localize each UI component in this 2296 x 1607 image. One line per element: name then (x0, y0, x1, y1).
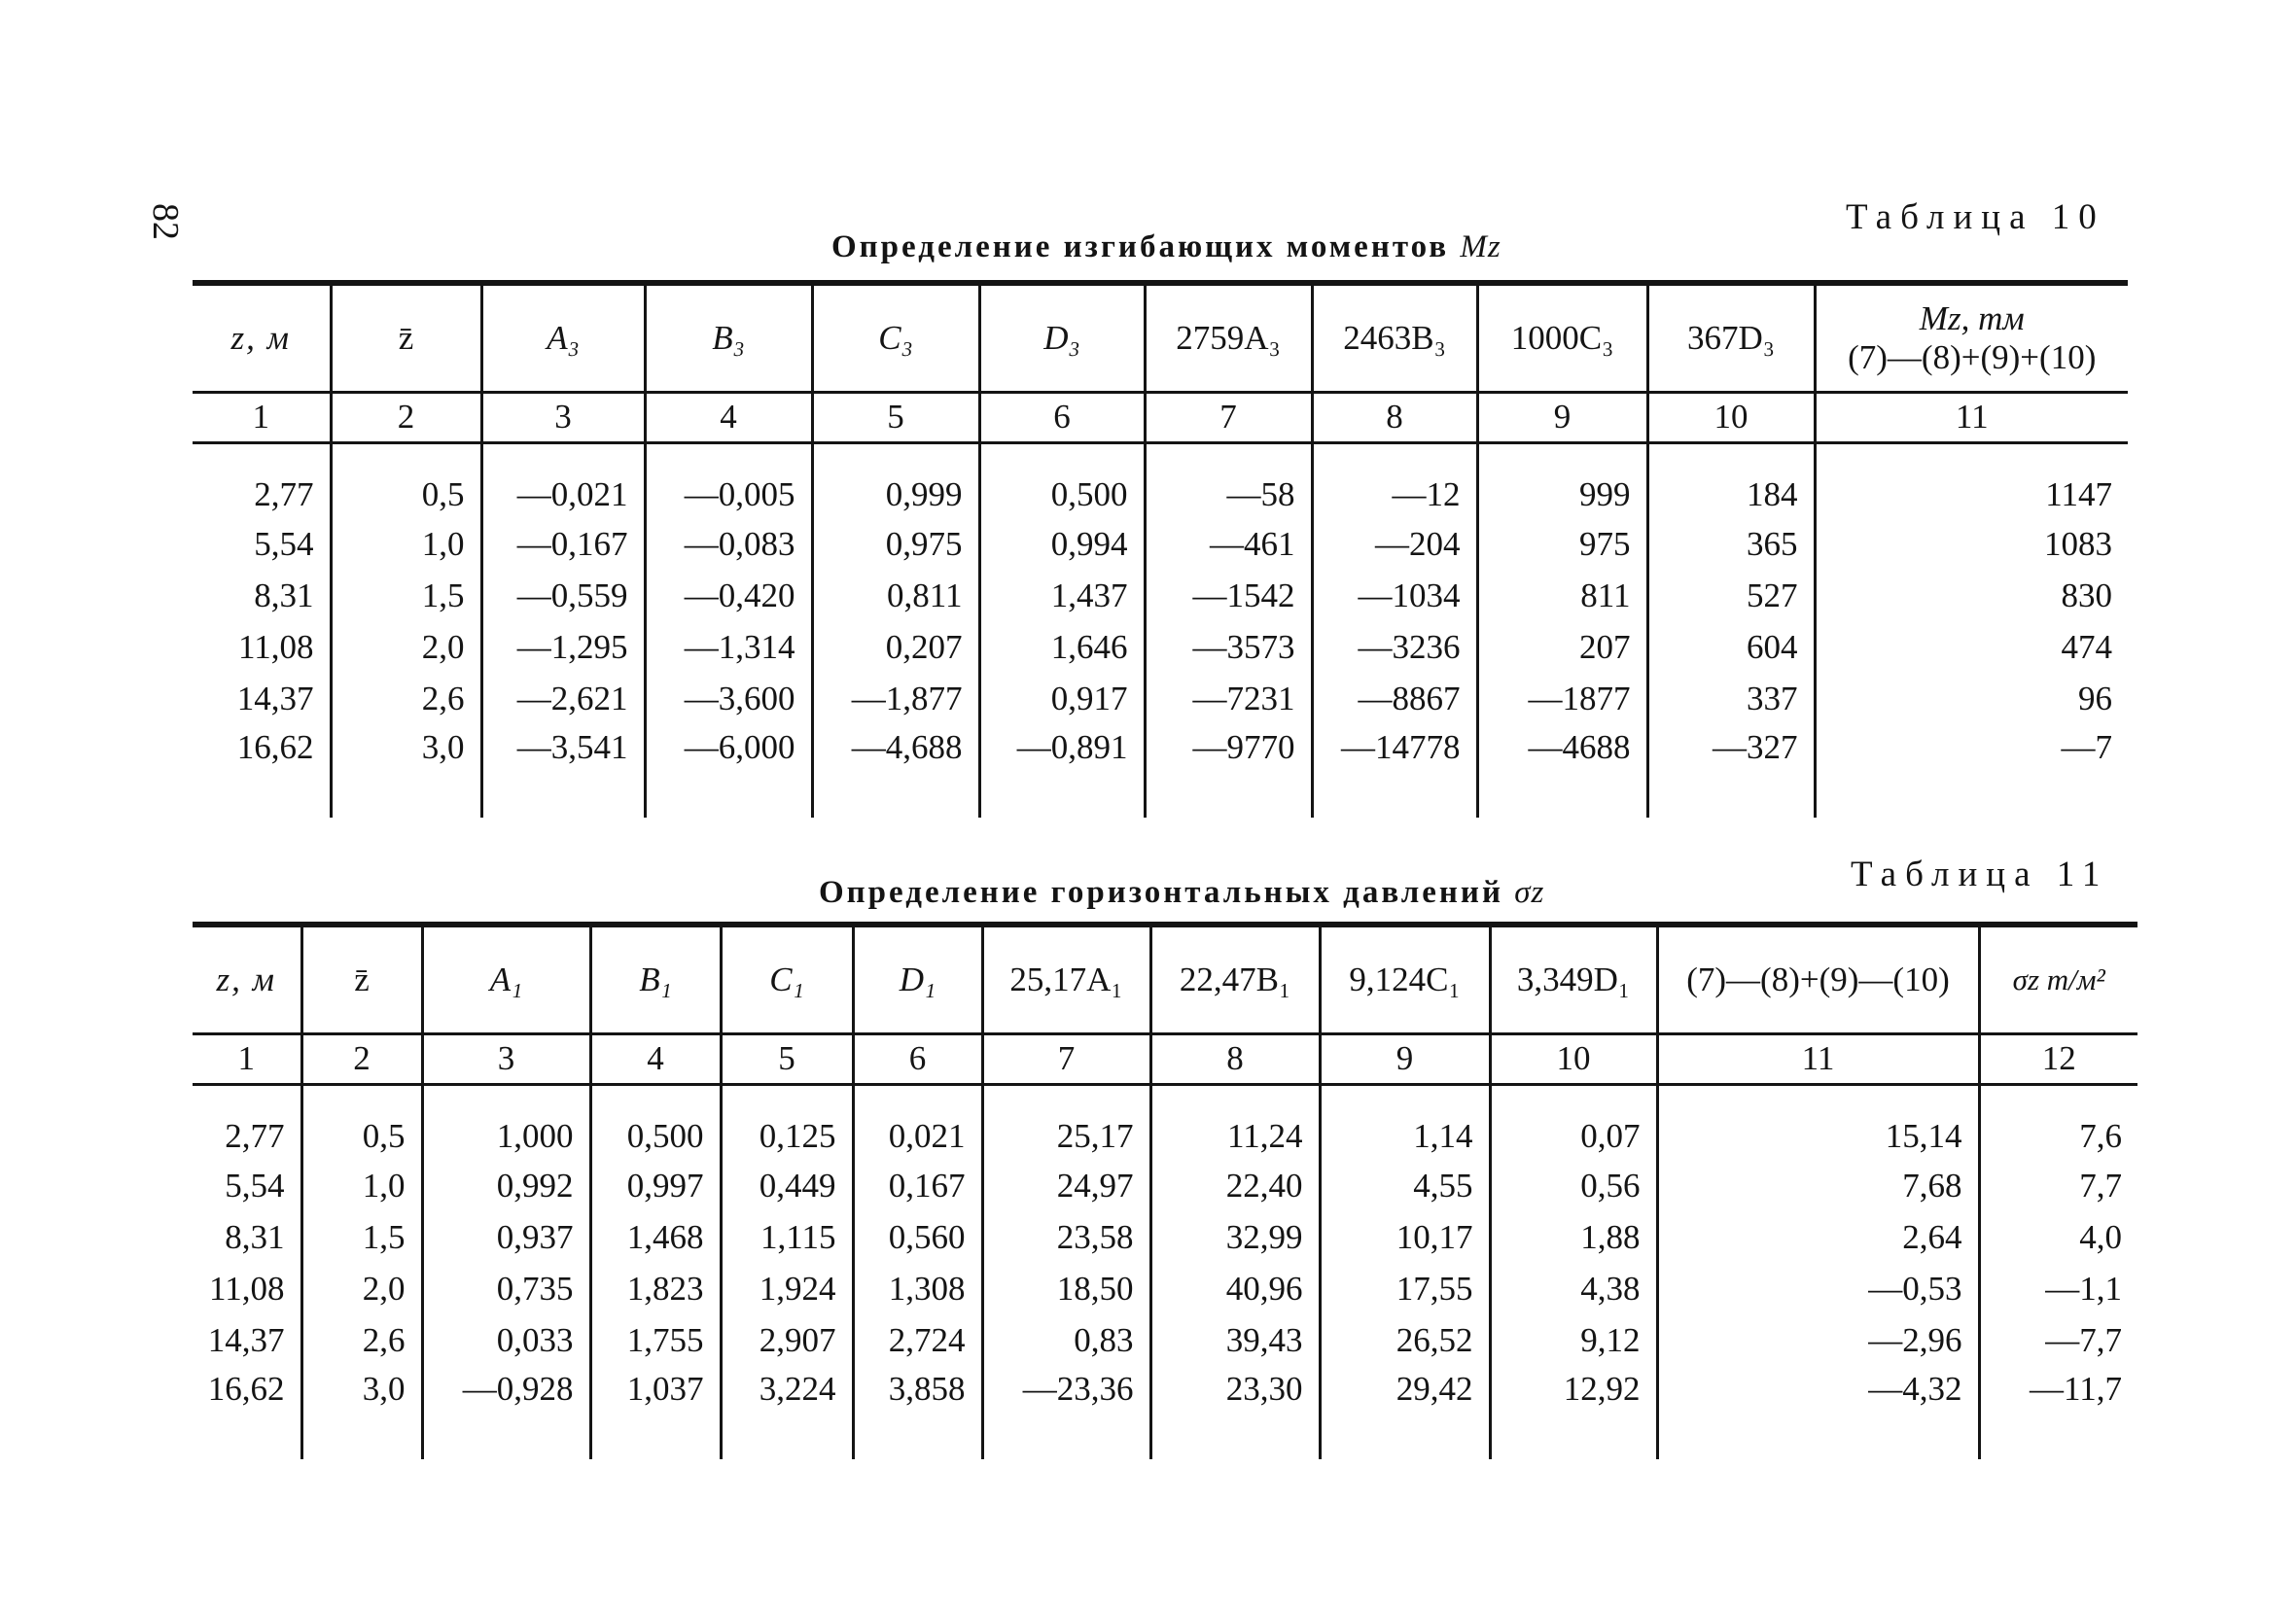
table-cell: 1,5 (331, 570, 481, 621)
table-cell: 2,64 (1657, 1211, 1979, 1263)
page-number: 82 (145, 203, 186, 240)
table-cell: —3,600 (645, 673, 812, 724)
table-cell: 0,033 (422, 1314, 590, 1366)
table-cell: —0,53 (1657, 1263, 1979, 1314)
table10-column-number: 11 (1815, 392, 2128, 442)
table11-column-number: 5 (721, 1033, 853, 1084)
table-cell: 1,924 (721, 1263, 853, 1314)
table-cell: 5,54 (225, 1166, 285, 1205)
table-cell: —3,541 (481, 724, 645, 818)
table-cell: 0,500 (590, 1084, 721, 1160)
table-cell: 1,88 (1490, 1211, 1657, 1263)
table-cell: 1,437 (979, 570, 1145, 621)
table10-column-number: 10 (1647, 392, 1815, 442)
table-cell: —2,621 (481, 673, 645, 724)
table-row (193, 1084, 2137, 1160)
table-cell: 7,68 (1657, 1160, 1979, 1211)
table-row (193, 570, 2128, 621)
table10-label: Таблица 10 (1846, 197, 2105, 237)
table-cell: 0,207 (812, 621, 979, 673)
table-cell: 25,17 (982, 1084, 1150, 1160)
table11-column-number: 10 (1490, 1033, 1657, 1084)
table-row (193, 1211, 2137, 1263)
table-cell: 1,646 (979, 621, 1145, 673)
table11-header-3349d1: 3,349D₁ (1490, 925, 1657, 1033)
table-cell: 23,58 (982, 1211, 1150, 1263)
table10-column-number: 3 (481, 392, 645, 442)
table11-header-2517a1: 25,17A₁ (982, 925, 1150, 1033)
table-cell: 365 (1647, 518, 1815, 570)
table-cell: 1,5 (301, 1211, 422, 1263)
table-cell: —2,96 (1657, 1314, 1979, 1366)
table11-header-a1: A₁ (422, 925, 590, 1033)
table11-column-number: 11 (1657, 1033, 1979, 1084)
table11-header-2247b1: 22,47B₁ (1150, 925, 1320, 1033)
table-cell: 5,54 (254, 524, 314, 563)
table-cell: 24,97 (982, 1160, 1150, 1211)
table-cell: 23,30 (1150, 1366, 1320, 1459)
table-cell: 3,224 (721, 1366, 853, 1459)
table-cell: 39,43 (1150, 1314, 1320, 1366)
table-cell: 4,55 (1320, 1160, 1490, 1211)
table11-title-symbol: σz (1514, 875, 1545, 910)
table-cell: 32,99 (1150, 1211, 1320, 1263)
table-cell: 8,31 (225, 1217, 285, 1256)
table10-header-1000c3: 1000C₃ (1477, 283, 1647, 392)
table-cell: 2,0 (301, 1263, 422, 1314)
table10-title (831, 229, 1501, 265)
table-cell: 0,5 (331, 442, 481, 518)
table-cell: 0,999 (812, 442, 979, 518)
table-cell: 0,811 (812, 570, 979, 621)
table11-header-z: z, м (193, 925, 301, 1033)
table11-column-number: 4 (590, 1033, 721, 1084)
table-cell: 14,37 (207, 1320, 285, 1359)
table-cell: 1,823 (590, 1263, 721, 1314)
table-cell: —1,1 (1979, 1263, 2137, 1314)
table-cell: —0,928 (422, 1366, 590, 1459)
table10-header-2463b3: 2463B₃ (1312, 283, 1477, 392)
table-cell: 18,50 (982, 1263, 1150, 1314)
table-cell: —204 (1312, 518, 1477, 570)
table11-column-number: 2 (301, 1033, 422, 1084)
table-cell: 8,31 (254, 576, 314, 614)
table-cell: 207 (1477, 621, 1647, 673)
table10-column-number: 7 (1145, 392, 1312, 442)
table-cell: —1034 (1312, 570, 1477, 621)
table-cell: —7,7 (1979, 1314, 2137, 1366)
table-cell: 29,42 (1320, 1366, 1490, 1459)
table-cell: 11,24 (1150, 1084, 1320, 1160)
table-cell: 22,40 (1150, 1160, 1320, 1211)
table-cell: 1083 (1815, 518, 2128, 570)
table10-header-2759a3: 2759A₃ (1145, 283, 1312, 392)
table-cell: 11,08 (238, 627, 314, 666)
table11-column-number: 12 (1979, 1033, 2137, 1084)
table-cell: 0,735 (422, 1263, 590, 1314)
table-cell: 17,55 (1320, 1263, 1490, 1314)
table-cell: —12 (1312, 442, 1477, 518)
table-cell: 0,56 (1490, 1160, 1657, 1211)
table-cell: —0,559 (481, 570, 645, 621)
table-cell: 2,77 (225, 1117, 285, 1155)
table-cell: 3,0 (331, 724, 481, 818)
table-cell: 184 (1647, 442, 1815, 518)
table11-header-formula: (7)—(8)+(9)—(10) (1657, 925, 1979, 1033)
table-cell: 4,0 (1979, 1211, 2137, 1263)
table-cell: 830 (1815, 570, 2128, 621)
table-cell: 7,7 (1979, 1160, 2137, 1211)
table-cell: —0,891 (979, 724, 1145, 818)
table-cell: 1,755 (590, 1314, 721, 1366)
table-cell: 10,17 (1320, 1211, 1490, 1263)
table-row (193, 1366, 2137, 1459)
table11-header-zbar: z̄ (301, 925, 422, 1033)
table-cell: —0,420 (645, 570, 812, 621)
table-cell: 2,907 (721, 1314, 853, 1366)
table-cell: —4,688 (812, 724, 979, 818)
table11-header-d1: D₁ (853, 925, 982, 1033)
table-cell: 0,07 (1490, 1084, 1657, 1160)
table-row (193, 724, 2128, 818)
table11-header-c1: C₁ (721, 925, 853, 1033)
table-cell: —1542 (1145, 570, 1312, 621)
table-cell: 4,38 (1490, 1263, 1657, 1314)
table-cell: —14778 (1312, 724, 1477, 818)
table-cell: 527 (1647, 570, 1815, 621)
table-cell: 999 (1477, 442, 1647, 518)
table10-column-number: 8 (1312, 392, 1477, 442)
table-row (193, 1160, 2137, 1211)
table-cell: 0,937 (422, 1211, 590, 1263)
table10-column-number: 6 (979, 392, 1145, 442)
table-cell: 3,858 (853, 1366, 982, 1459)
table-cell: 0,917 (979, 673, 1145, 724)
table-cell: 1147 (1815, 442, 2128, 518)
table-row (193, 518, 2128, 570)
table11-label: Таблица 11 (1851, 855, 2109, 894)
table-cell: 9,12 (1490, 1314, 1657, 1366)
table-cell: 16,62 (207, 1370, 285, 1408)
table-cell: 0,125 (721, 1084, 853, 1160)
table10-header-mz-label: Mz, тм (1919, 298, 2025, 337)
table10-column-number: 5 (812, 392, 979, 442)
table-cell: 2,6 (331, 673, 481, 724)
table-cell: —327 (1647, 724, 1815, 818)
table11-column-number: 6 (853, 1033, 982, 1084)
table11 (193, 922, 2137, 1459)
table-cell: 337 (1647, 673, 1815, 724)
table-cell: —1,314 (645, 621, 812, 673)
table-cell: —0,167 (481, 518, 645, 570)
table-cell: 0,992 (422, 1160, 590, 1211)
table-cell: 1,000 (422, 1084, 590, 1160)
table-cell: 975 (1477, 518, 1647, 570)
table-cell: 96 (1815, 673, 2128, 724)
table10-header-d3: D₃ (979, 283, 1145, 392)
table-cell: —0,083 (645, 518, 812, 570)
table-cell: —0,005 (645, 442, 812, 518)
table-cell: —11,7 (1979, 1366, 2137, 1459)
table-cell: —1877 (1477, 673, 1647, 724)
table-cell: —8867 (1312, 673, 1477, 724)
table-cell: 1,0 (331, 518, 481, 570)
table-cell: 0,997 (590, 1160, 721, 1211)
table-cell: —7231 (1145, 673, 1312, 724)
table-cell: 1,115 (721, 1211, 853, 1263)
table-cell: 15,14 (1657, 1084, 1979, 1160)
table10-column-number: 1 (193, 392, 331, 442)
table10-header-a3: A₃ (481, 283, 645, 392)
table11-title (819, 875, 1544, 911)
table-cell: 474 (1815, 621, 2128, 673)
table-cell: 1,14 (1320, 1084, 1490, 1160)
table-cell: 0,975 (812, 518, 979, 570)
table-row (193, 442, 2128, 518)
table-cell: 14,37 (236, 679, 314, 717)
table-cell: —0,021 (481, 442, 645, 518)
table-cell: —1,295 (481, 621, 645, 673)
table10-header-c3: C₃ (812, 283, 979, 392)
table11-column-number: 3 (422, 1033, 590, 1084)
table-cell: 2,0 (331, 621, 481, 673)
table-cell: 1,468 (590, 1211, 721, 1263)
table-cell: —7 (1815, 724, 2128, 818)
table-row (193, 621, 2128, 673)
table-cell: —58 (1145, 442, 1312, 518)
table-cell: 0,021 (853, 1084, 982, 1160)
table-cell: 7,6 (1979, 1084, 2137, 1160)
table-cell: 0,560 (853, 1211, 982, 1263)
table-cell: 11,08 (209, 1269, 285, 1308)
table-cell: 12,92 (1490, 1366, 1657, 1459)
table-cell: 0,449 (721, 1160, 853, 1211)
table-cell: 40,96 (1150, 1263, 1320, 1314)
table-cell: —23,36 (982, 1366, 1150, 1459)
table10-column-number: 2 (331, 392, 481, 442)
table11-header-b1: B₁ (590, 925, 721, 1033)
table-cell: 0,5 (301, 1084, 422, 1160)
table-cell: 26,52 (1320, 1314, 1490, 1366)
table-row (193, 1314, 2137, 1366)
table10-header-b3: B₃ (645, 283, 812, 392)
table10-column-number: 4 (645, 392, 812, 442)
table10-title-text: Определение изгибающих моментов (831, 229, 1450, 264)
table10-header-zbar: z̄ (331, 283, 481, 392)
table-cell: —461 (1145, 518, 1312, 570)
table-cell: 16,62 (236, 728, 314, 766)
table-row (193, 1263, 2137, 1314)
table10 (193, 280, 2128, 818)
table-cell: —4,32 (1657, 1366, 1979, 1459)
table11-header-sigma: σz т/м² (1979, 925, 2137, 1033)
table-cell: 0,500 (979, 442, 1145, 518)
table11-title-text: Определение горизонтальных давлений (819, 875, 1503, 910)
table-cell: 1,0 (301, 1160, 422, 1211)
table-cell: 0,167 (853, 1160, 982, 1211)
table-cell: 2,77 (254, 475, 314, 513)
table-cell: 2,6 (301, 1314, 422, 1366)
table-cell: —6,000 (645, 724, 812, 818)
table10-header-mz-formula: (7)—(8)+(9)+(10) (1848, 337, 2097, 376)
table11-column-number: 9 (1320, 1033, 1490, 1084)
table10-title-symbol: Mz (1460, 229, 1501, 264)
table-cell: 811 (1477, 570, 1647, 621)
table11-header-9124c1: 9,124C₁ (1320, 925, 1490, 1033)
table-cell: —3573 (1145, 621, 1312, 673)
table11-column-number: 8 (1150, 1033, 1320, 1084)
table10-header-367d3: 367D₃ (1647, 283, 1815, 392)
table-cell: 0,994 (979, 518, 1145, 570)
table-cell: —3236 (1312, 621, 1477, 673)
table11-column-number: 7 (982, 1033, 1150, 1084)
table-cell: —4688 (1477, 724, 1647, 818)
table-cell: —1,877 (812, 673, 979, 724)
table-cell: 604 (1647, 621, 1815, 673)
table10-column-number: 9 (1477, 392, 1647, 442)
table-cell: 1,308 (853, 1263, 982, 1314)
table10-header-z: z, м (193, 283, 331, 392)
table-cell: —9770 (1145, 724, 1312, 818)
table10-header-mz (1815, 283, 2128, 392)
table-cell: 1,037 (590, 1366, 721, 1459)
table11-column-number: 1 (193, 1033, 301, 1084)
table-row (193, 673, 2128, 724)
table-cell: 2,724 (853, 1314, 982, 1366)
table-cell: 0,83 (982, 1314, 1150, 1366)
table-cell: 3,0 (301, 1366, 422, 1459)
